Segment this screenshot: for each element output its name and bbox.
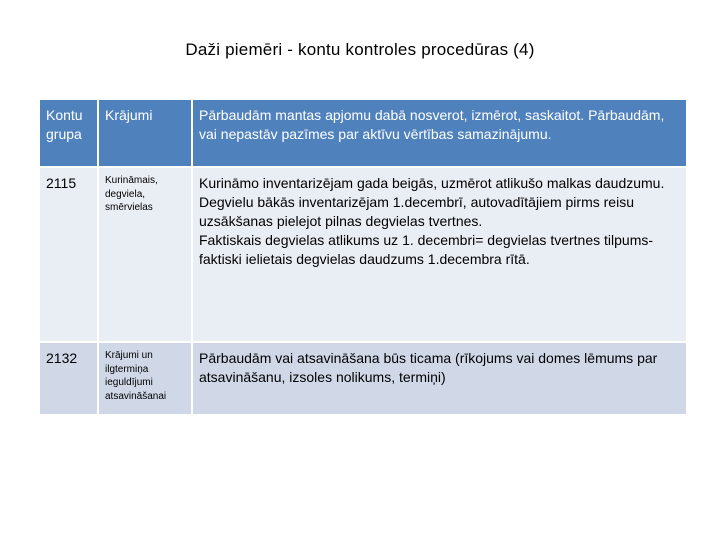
slide-title: Daži piemēri - kontu kontroles procedūras (4) bbox=[185, 40, 535, 59]
cell-inventory-type: Kurināmais, degviela, smērvielas bbox=[98, 167, 192, 342]
cell-account-code: 2115 bbox=[39, 167, 98, 342]
header-account-group: Kontu grupa bbox=[39, 99, 98, 167]
procedure-line: Degvielu bākās inventarizējam 1.decembrī, autovadītājiem pirms reisu uzsākšanas pielejot pilnas degvielas tvertnes. bbox=[199, 193, 634, 229]
cell-inventory-type: Krājumi un ilgtermiņa ieguldījumi atsavināšanai bbox=[98, 342, 192, 415]
procedure-line: Faktiskais degvielas atlikums uz 1. decembri= degvielas tvertnes tilpums- faktiski ielietais degvielas daudzums 1.decembra rītā. bbox=[199, 231, 654, 267]
cell-procedure bbox=[192, 167, 687, 342]
table-row bbox=[39, 167, 687, 342]
header-description: Pārbaudām mantas apjomu dabā nosverot, izmērot, saskaitot. Pārbaudām, vai nepastāv pazīmes par aktīvu vērtības samazinājumu. bbox=[192, 99, 687, 167]
cell-procedure bbox=[192, 342, 687, 415]
procedure-line: Kurināmo inventarizējam gada beigās, uzmērot atlikušo malkas daudzumu. bbox=[199, 175, 665, 191]
header-inventory: Krājumi bbox=[98, 99, 192, 167]
cell-account-code: 2132 bbox=[39, 342, 98, 415]
table-row bbox=[39, 342, 687, 415]
procedures-table bbox=[38, 98, 688, 416]
table-header-row bbox=[39, 99, 687, 167]
procedure-line: Pārbaudām vai atsavināšana būs ticama (rīkojums vai domes lēmums par atsavināšanu, izsoles nolikums, termiņi) bbox=[199, 350, 658, 385]
